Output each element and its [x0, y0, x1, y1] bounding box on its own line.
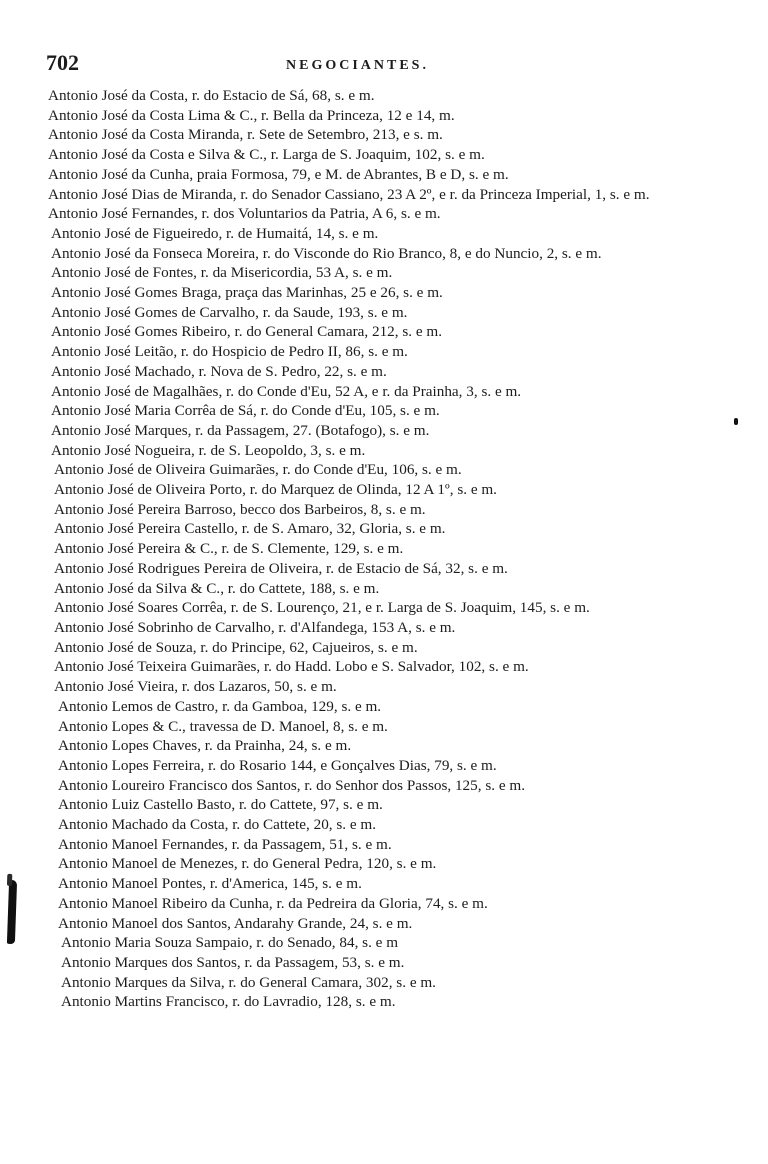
list-item: Antonio José da Costa, r. do Estacio de Sá, 68, s. e m. — [48, 87, 375, 104]
list-item: Antonio José Marques, r. da Passagem, 27. (Botafogo), s. e m. — [51, 421, 430, 439]
page-header — [46, 50, 746, 80]
list-item: Antonio José Fernandes, r. dos Voluntarios da Patria, A 6, s. e m. — [48, 205, 441, 223]
list-item: Antonio José Gomes de Carvalho, r. da Saude, 193, s. e m. — [51, 303, 408, 321]
ink-speck-mark — [734, 418, 738, 425]
list-item: Antonio José da Costa Miranda, r. Sete de Setembro, 213, e s. m. — [48, 126, 443, 144]
list-item: Antonio Maria Souza Sampaio, r. do Senado, 84, s. e m — [61, 934, 399, 952]
list-item: Antonio Marques da Silva, r. do General Camara, 302, s. e m. — [61, 973, 436, 991]
list-item: Antonio José de Magalhães, r. do Conde d'Eu, 52 A, e r. da Prainha, 3, s. e m. — [51, 382, 522, 400]
list-item: Antonio Manoel Ribeiro da Cunha, r. da Pedreira da Gloria, 74, s. e m. — [58, 894, 488, 912]
list-item: Antonio Luiz Castello Basto, r. do Cattete, 97, s. e m. — [58, 796, 383, 814]
list-item: Antonio Manoel de Menezes, r. do General Pedra, 120, s. e m. — [58, 855, 437, 873]
list-item: Antonio José Sobrinho de Carvalho, r. d'Alfandega, 153 A, s. e m. — [54, 618, 456, 636]
list-item: Antonio Manoel dos Santos, Andarahy Grande, 24, s. e m. — [58, 914, 413, 932]
list-item: Antonio Martins Francisco, r. do Lavradio, 128, s. e m. — [61, 993, 396, 1011]
list-item: Antonio Marques dos Santos, r. da Passagem, 53, s. e m. — [61, 953, 405, 971]
list-item: Antonio José Nogueira, r. de S. Leopoldo, 3, s. e m. — [51, 441, 366, 459]
list-item: Antonio José Leitão, r. do Hospicio de Pedro II, 86, s. e m. — [51, 343, 408, 361]
list-item: Antonio José de Figueiredo, r. de Humaitá, 14, s. e m. — [51, 224, 379, 242]
list-item: Antonio José da Costa e Silva & C., r. Larga de S. Joaquim, 102, s. e m. — [48, 146, 485, 164]
list-item: Antonio Lopes Chaves, r. da Prainha, 24, s. e m. — [58, 737, 352, 755]
list-item: Antonio José Gomes Ribeiro, r. do General Camara, 212, s. e m. — [51, 323, 443, 341]
list-item: Antonio Lemos de Castro, r. da Gamboa, 129, s. e m. — [58, 697, 382, 715]
list-item: Antonio Machado da Costa, r. do Cattete, 20, s. e m. — [58, 816, 377, 834]
list-item: Antonio José Gomes Braga, praça das Marinhas, 25 e 26, s. e m. — [51, 284, 443, 302]
list-item: Antonio Manoel Fernandes, r. da Passagem, 51, s. e m. — [58, 835, 392, 853]
list-item: Antonio José de Oliveira Guimarães, r. do Conde d'Eu, 106, s. e m. — [54, 461, 462, 479]
list-item: Antonio José da Cunha, praia Formosa, 79, e M. de Abrantes, B e D, s. e m. — [48, 165, 509, 183]
running-head: NEGOCIANTES. — [286, 58, 429, 73]
list-item: Antonio José Machado, r. Nova de S. Pedro, 22, s. e m. — [51, 362, 387, 380]
list-item: Antonio José Pereira Barroso, becco dos Barbeiros, 8, s. e m. — [54, 500, 426, 518]
list-item: Antonio José de Fontes, r. da Misericordia, 53 A, s. e m. — [51, 264, 393, 282]
list-item: Antonio José da Costa Lima & C., r. Bella da Princeza, 12 e 14, m. — [48, 106, 455, 124]
list-item: Antonio José de Souza, r. do Principe, 62, Cajueiros, s. e m. — [54, 638, 418, 656]
list-item: Antonio Lopes Ferreira, r. do Rosario 144, e Gonçalves Dias, 79, s. e m. — [58, 756, 497, 774]
list-item: Antonio José Dias de Miranda, r. do Senador Cassiano, 23 A 2º, e r. da Princeza Imperial, 1, s. e m. — [48, 185, 650, 203]
list-item: Antonio Lopes & C., travessa de D. Manoel, 8, s. e m. — [58, 717, 388, 735]
list-item: Antonio José Soares Corrêa, r. de S. Lourenço, 21, e r. Larga de S. Joaquim, 145, s. e m. — [54, 599, 590, 617]
list-item: Antonio José Teixeira Guimarães, r. do Hadd. Lobo e S. Salvador, 102, s. e m. — [54, 658, 529, 676]
list-item: Antonio Manoel Pontes, r. d'America, 145, s. e m. — [58, 875, 362, 893]
page-number: 702 — [46, 50, 79, 75]
list-item: Antonio José Pereira Castello, r. de S. Amaro, 32, Gloria, s. e m. — [54, 520, 446, 538]
list-item: Antonio José Rodrigues Pereira de Oliveira, r. de Estacio de Sá, 32, s. e m. — [54, 559, 508, 577]
list-item: Antonio José Pereira & C., r. de S. Clemente, 129, s. e m. — [54, 540, 404, 558]
list-item: Antonio José da Silva & C., r. do Cattete, 188, s. e m. — [54, 579, 380, 597]
merchant-list — [48, 86, 738, 1012]
list-item: Antonio José da Fonseca Moreira, r. do Visconde do Rio Branco, 8, e do Nuncio, 2, s. e m. — [51, 244, 602, 262]
ink-blot-mark — [7, 880, 17, 944]
list-item: Antonio José Maria Corrêa de Sá, r. do Conde d'Eu, 105, s. e m. — [51, 402, 440, 420]
list-item: Antonio Loureiro Francisco dos Santos, r. do Senhor dos Passos, 125, s. e m. — [58, 776, 525, 794]
list-item: Antonio José de Oliveira Porto, r. do Marquez de Olinda, 12 A 1º, s. e m. — [54, 481, 497, 499]
list-item: Antonio José Vieira, r. dos Lazaros, 50, s. e m. — [54, 678, 337, 696]
